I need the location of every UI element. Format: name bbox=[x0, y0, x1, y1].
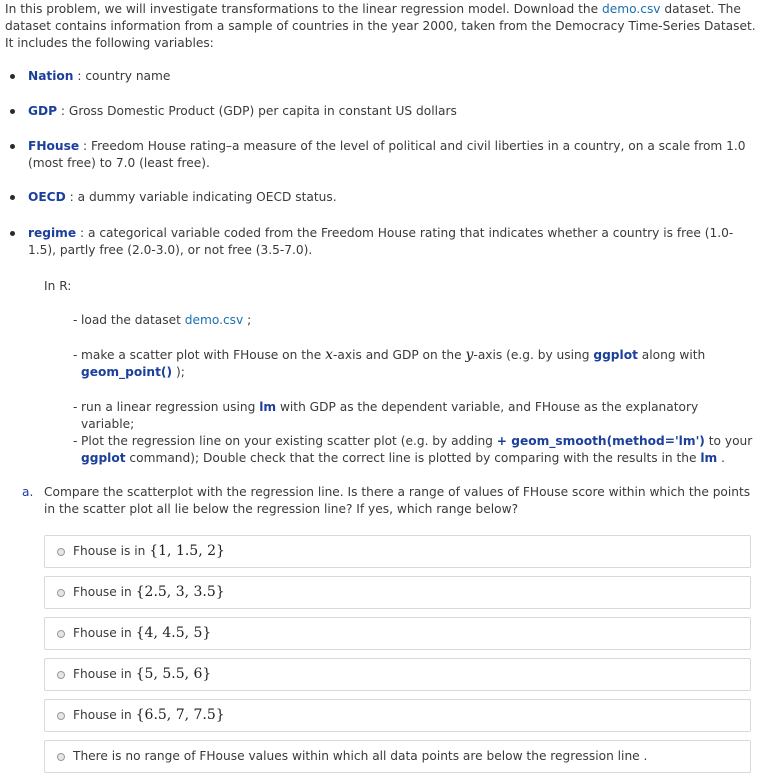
option-prefix: Fhouse in bbox=[73, 708, 136, 722]
code-ggplot: ggplot bbox=[593, 348, 638, 362]
step-dash: - bbox=[73, 400, 78, 414]
answer-option-6[interactable] bbox=[44, 740, 751, 773]
option-label bbox=[73, 707, 225, 724]
demo-csv-link[interactable]: demo.csv bbox=[602, 2, 661, 16]
variable-desc: : Freedom House rating–a measure of the level of political and civil liberties in a country, on a scale from 1.0 (most free) to 7.0 (least free). bbox=[28, 139, 746, 170]
code-lm: lm bbox=[700, 451, 718, 465]
option-math: {1, 1.5, 2} bbox=[149, 543, 225, 559]
step-text: . bbox=[717, 451, 725, 465]
radio-button[interactable] bbox=[57, 712, 65, 720]
option-math: {5, 5.5, 6} bbox=[135, 666, 212, 682]
question-a bbox=[22, 484, 757, 518]
step-scatter bbox=[73, 347, 753, 381]
intro-text-1: In this problem, we will investigate transformations to the linear regression model. Download the bbox=[5, 2, 603, 16]
answer-option-2[interactable] bbox=[44, 576, 751, 609]
step-plot-line bbox=[73, 433, 753, 467]
variable-item-gdp bbox=[28, 103, 748, 120]
code-ggplot: ggplot bbox=[81, 451, 126, 465]
y-axis-symbol: y bbox=[465, 347, 474, 363]
step-text: command); Double check that the correct line is plotted by comparing with the results in the bbox=[125, 451, 701, 465]
option-label bbox=[73, 543, 225, 560]
option-math: {2.5, 3, 3.5} bbox=[135, 584, 225, 600]
option-math: {6.5, 7, 7.5} bbox=[135, 707, 225, 723]
step-text: run a linear regression using bbox=[81, 400, 260, 414]
answer-option-5[interactable] bbox=[44, 699, 751, 732]
variable-desc: : a categorical variable coded from the Freedom House rating that indicates whether a country is free (1.0-1.5), partly free (2.0-3.0), or not free (3.5-7.0). bbox=[28, 226, 734, 257]
step-text: with GDP as the dependent variable, and FHouse as the explanatory variable; bbox=[81, 400, 699, 431]
variable-name: GDP bbox=[28, 104, 58, 118]
step-text: along with bbox=[637, 348, 706, 362]
step-text: to your bbox=[704, 434, 753, 448]
option-prefix: Fhouse is in bbox=[73, 544, 150, 558]
step-text: -axis and GDP on the bbox=[333, 348, 466, 362]
variable-item-fhouse bbox=[28, 138, 748, 172]
variable-name: Nation bbox=[28, 69, 74, 83]
variable-desc: : a dummy variable indicating OECD status. bbox=[65, 190, 337, 204]
variable-name: FHouse bbox=[28, 139, 80, 153]
variable-name: OECD bbox=[28, 190, 66, 204]
step-text: Plot the regression line on your existing scatter plot (e.g. by adding bbox=[81, 434, 497, 448]
radio-button[interactable] bbox=[57, 589, 65, 597]
radio-button[interactable] bbox=[57, 753, 65, 761]
intro-paragraph bbox=[5, 1, 757, 52]
option-prefix: Fhouse in bbox=[73, 626, 136, 640]
demo-csv-link-2[interactable]: demo.csv bbox=[184, 313, 244, 327]
step-dash: - bbox=[73, 348, 78, 362]
step-dash: - bbox=[73, 434, 78, 448]
option-label bbox=[73, 666, 211, 683]
variable-item-nation bbox=[28, 68, 748, 85]
radio-button[interactable] bbox=[57, 630, 65, 638]
step-text: load the dataset bbox=[81, 313, 185, 327]
x-axis-symbol: x bbox=[325, 347, 334, 363]
intro-text-2: dataset. The dataset contains information from a sample of countries in the year 2000, taken from the Democracy Time-Series Dataset. It includes the following variables: bbox=[5, 2, 756, 50]
code-geom-smooth: + geom_smooth(method='lm') bbox=[496, 434, 705, 448]
variable-desc: : Gross Domestic Product (GDP) per capita in constant US dollars bbox=[57, 104, 457, 118]
option-math: {4, 4.5, 5} bbox=[135, 625, 212, 641]
variable-name: regime bbox=[28, 226, 77, 240]
step-dash: - bbox=[73, 313, 78, 327]
option-label bbox=[73, 584, 225, 601]
option-label bbox=[73, 748, 647, 765]
step-text: make a scatter plot with FHouse on the bbox=[81, 348, 326, 362]
option-prefix: There is no range of FHouse values within which all data points are below the regression line . bbox=[73, 749, 648, 763]
radio-button[interactable] bbox=[57, 548, 65, 556]
step-text: ); bbox=[172, 365, 185, 379]
code-lm: lm bbox=[259, 400, 277, 414]
question-text: Compare the scatterplot with the regression line. Is there a range of values of FHouse score within which the points in the scatter plot all lie below the regression line? If yes, which range below? bbox=[44, 485, 751, 516]
variable-desc: : country name bbox=[73, 69, 171, 83]
question-label: a. bbox=[22, 485, 34, 499]
answer-option-4[interactable] bbox=[44, 658, 751, 691]
answer-option-3[interactable] bbox=[44, 617, 751, 650]
option-label bbox=[73, 625, 211, 642]
option-prefix: Fhouse in bbox=[73, 585, 136, 599]
option-prefix: Fhouse in bbox=[73, 667, 136, 681]
radio-button[interactable] bbox=[57, 671, 65, 679]
variable-item-oecd bbox=[28, 189, 748, 206]
variable-item-regime bbox=[28, 225, 748, 259]
step-regression bbox=[73, 399, 753, 433]
answer-option-1[interactable] bbox=[44, 535, 751, 568]
step-load bbox=[73, 312, 753, 329]
step-text: -axis (e.g. by using bbox=[473, 348, 594, 362]
step-text: ; bbox=[243, 313, 252, 327]
in-r-heading: In R: bbox=[44, 279, 72, 293]
code-geom-point: geom_point() bbox=[81, 365, 173, 379]
